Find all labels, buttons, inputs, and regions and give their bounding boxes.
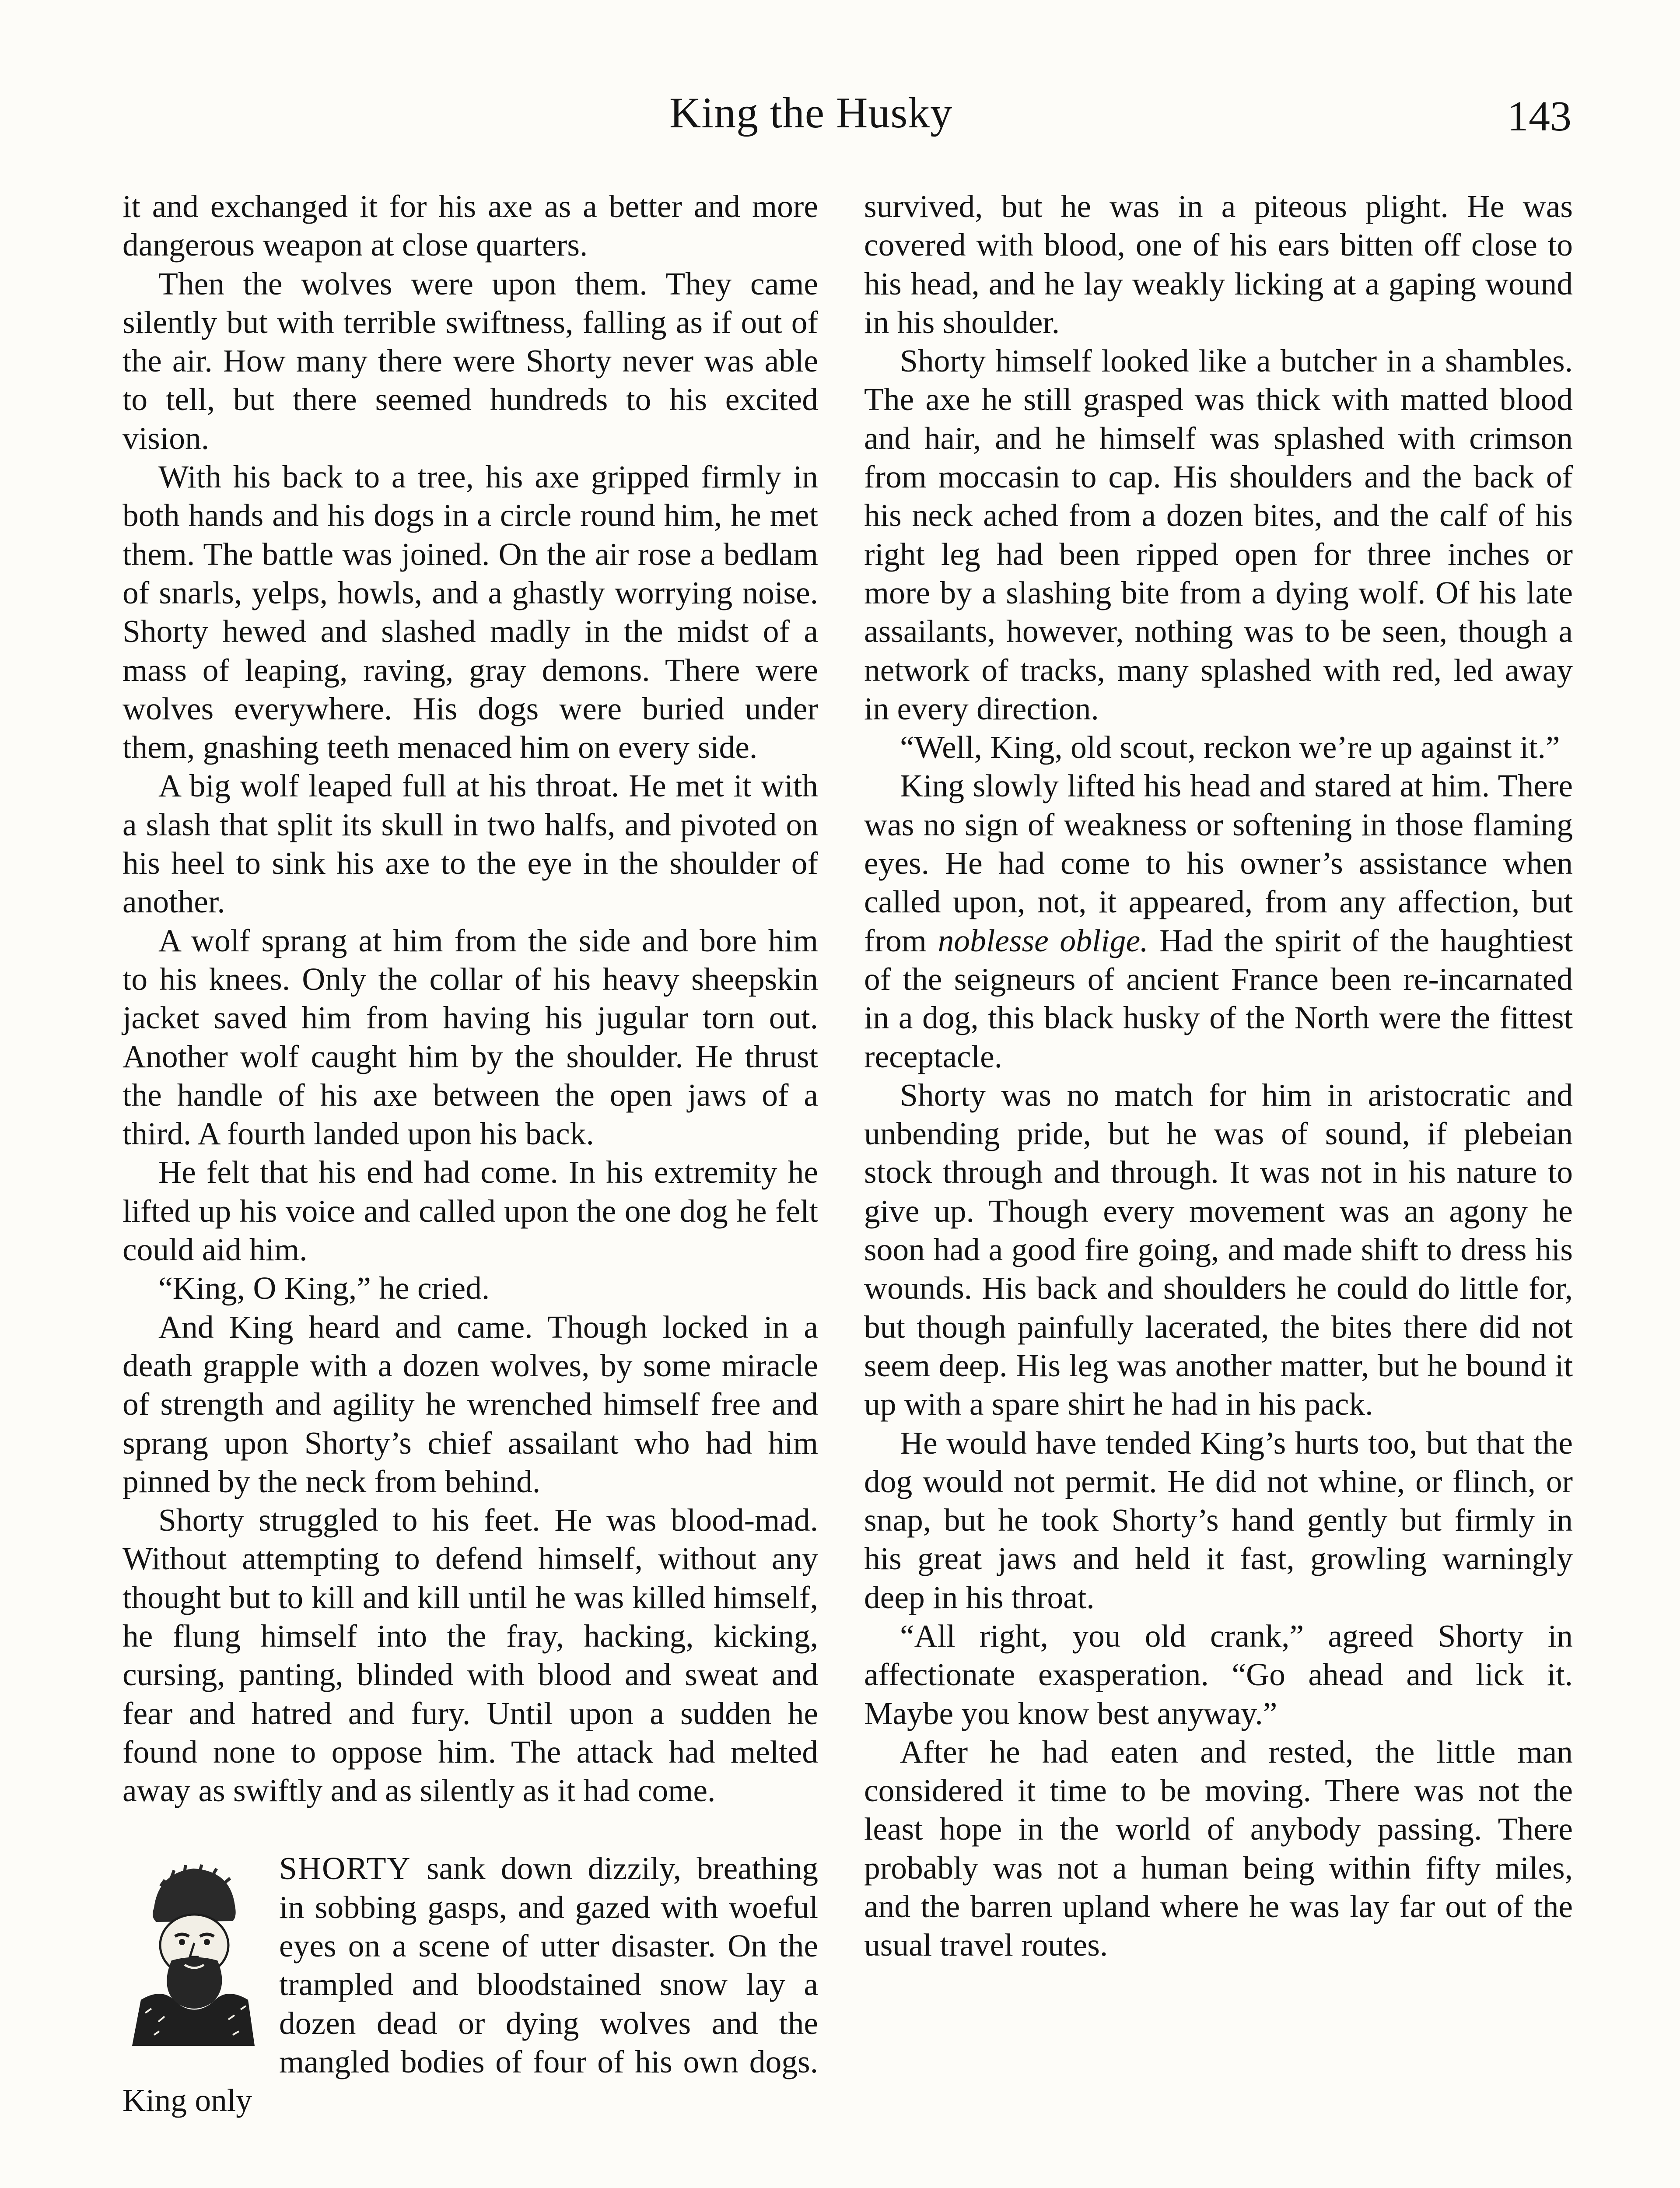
- paragraph: And King heard and came. Though locked in a death grapple with a dozen wolves, by some miracle of strength and agility he wrenched himself free and sprang upon Shorty’s chief assailant who had him pinned by the neck from behind.: [122, 1309, 818, 1499]
- paragraph: Shorty struggled to his feet. He was blood-mad. Without attempting to defend himself, without any thought but to kill and kill until he was killed himself, he flung himself into the fray, hacking, kicking, cursing, panting, blinded with blood and sweat and fear and hatred and fury. Until upon a sudden he found none to oppose him. The attack had melted away as swiftly and as silently as it had come.: [122, 1502, 818, 1809]
- paragraph: Shorty was no match for him in aristocratic and unbending pride, but he was of sound, if plebeian stock through and through. It was not in his nature to give up. Though every movement was an agony he soon had a good fire going, and made shift to dress his wounds. His back and shoulders he could do little for, but though painfully lacerated, the bites there did not seem deep. His leg was another matter, but he bound it up with a spare shirt he had in his pack.: [864, 1077, 1573, 1422]
- paragraph: He felt that his end had come. In his extremity he lifted up his voice and called upon the one dog he felt could aid him.: [122, 1154, 818, 1268]
- page-number: 143: [1507, 93, 1572, 140]
- section-opener-text: sank down dizzily, breathing in sobbing gasps, and gazed with woeful eyes on a scene of utter disaster. On the trampled and bloodstained snow lay a dozen dead or dying wolves and the mangled bodies of four of his own dogs. King only: [122, 1851, 818, 2118]
- paragraph: “King, O King,” he cried.: [158, 1270, 490, 1306]
- running-header: [0, 88, 1680, 158]
- paragraph-text: Had the spirit of the haughtiest of the seigneurs of ancient France been re-incarnated in a dog, this black husky of the North were the fittest receptacle.: [864, 922, 1573, 1074]
- paragraph: “All right, you old crank,” agreed Shorty in affectionate exasperation. “Go ahead and lick it. Maybe you know best anyway.”: [864, 1618, 1573, 1731]
- left-column-body: [122, 187, 818, 1810]
- paragraph: With his back to a tree, his axe gripped firmly in both hands and his dogs in a circle round him, he met them. The battle was joined. On the air rose a bedlam of snarls, yelps, howls, and a ghastly worrying noise. Shorty hewed and slashed madly in the midst of a mass of leaping, raving, gray demons. There were wolves everywhere. His dogs were buried under them, gnashing teeth menaced him on every side.: [122, 459, 818, 765]
- paragraph-text: King slowly lifted his head and stared at him. There was no sign of weakness or softening in those flaming eyes. He had come to his owner’s assistance when called upon, not, it appeared, from any affection, but from: [864, 768, 1573, 958]
- paragraph: it and exchanged it for his axe as a better and more dangerous weapon at close quarters.: [122, 189, 818, 263]
- paragraph: He would have tended King’s hurts too, but that the dog would not permit. He did not whine, or flinch, or snap, but he took Shorty’s hand gently but firmly in his great jaws and held it fast, growling warningly deep in his throat.: [864, 1425, 1573, 1615]
- section-opener-block: [122, 1849, 818, 2120]
- left-column: [122, 187, 818, 2120]
- paragraph: A wolf sprang at him from the side and bore him to his knees. Only the collar of his heavy sheepskin jacket saved him from having his jugular torn out. Another wolf caught him by the shoulder. He thrust the handle of his axe between the open jaws of a third. A fourth landed upon his back.: [122, 922, 818, 1152]
- trapper-portrait-vignette-icon: [128, 1855, 259, 2046]
- paragraph: Then the wolves were upon them. They came silently but with terrible swiftness, falling as if out of the air. How many there were Shorty never was able to tell, but there seemed hundreds to his excited vision.: [122, 266, 818, 456]
- paragraph: A big wolf leaped full at his throat. He met it with a slash that split its skull in two halfs, and pivoted on his heel to sink his axe to the eye in the shoulder of another.: [122, 768, 818, 920]
- section-opener-first-word: SHORTY: [279, 1851, 411, 1886]
- paragraph: survived, but he was in a piteous plight. He was covered with blood, one of his ears bitten off close to his head, and he lay weakly licking at a gaping wound in his shoulder.: [864, 189, 1573, 340]
- italic-phrase: noblesse oblige.: [938, 922, 1148, 958]
- paragraph: After he had eaten and rested, the little man considered it time to be moving. There was not the least hope in the world of anybody passing. There probably was not a human being within fifty miles, and the barren upland where he was lay far out of the usual travel routes.: [864, 1734, 1573, 1963]
- running-title: King the Husky: [669, 88, 953, 137]
- paragraph: Shorty himself looked like a butcher in a shambles. The axe he still grasped was thick with matted blood and hair, and he himself was splashed with crimson from moccasin to cap. His shoulders and the back of his neck ached from a dozen bites, and the calf of his right leg had been ripped open for three inches or more by a slashing bite from a dying wolf. Of his late assailants, however, nothing was to be seen, though a network of tracks, many splashed with red, led away in every direction.: [864, 343, 1573, 726]
- right-column-body: [864, 187, 1573, 1965]
- paragraph: [864, 767, 1573, 1076]
- paragraph: “Well, King, old scout, reckon we’re up against it.”: [900, 729, 1560, 765]
- right-column: [864, 187, 1573, 1965]
